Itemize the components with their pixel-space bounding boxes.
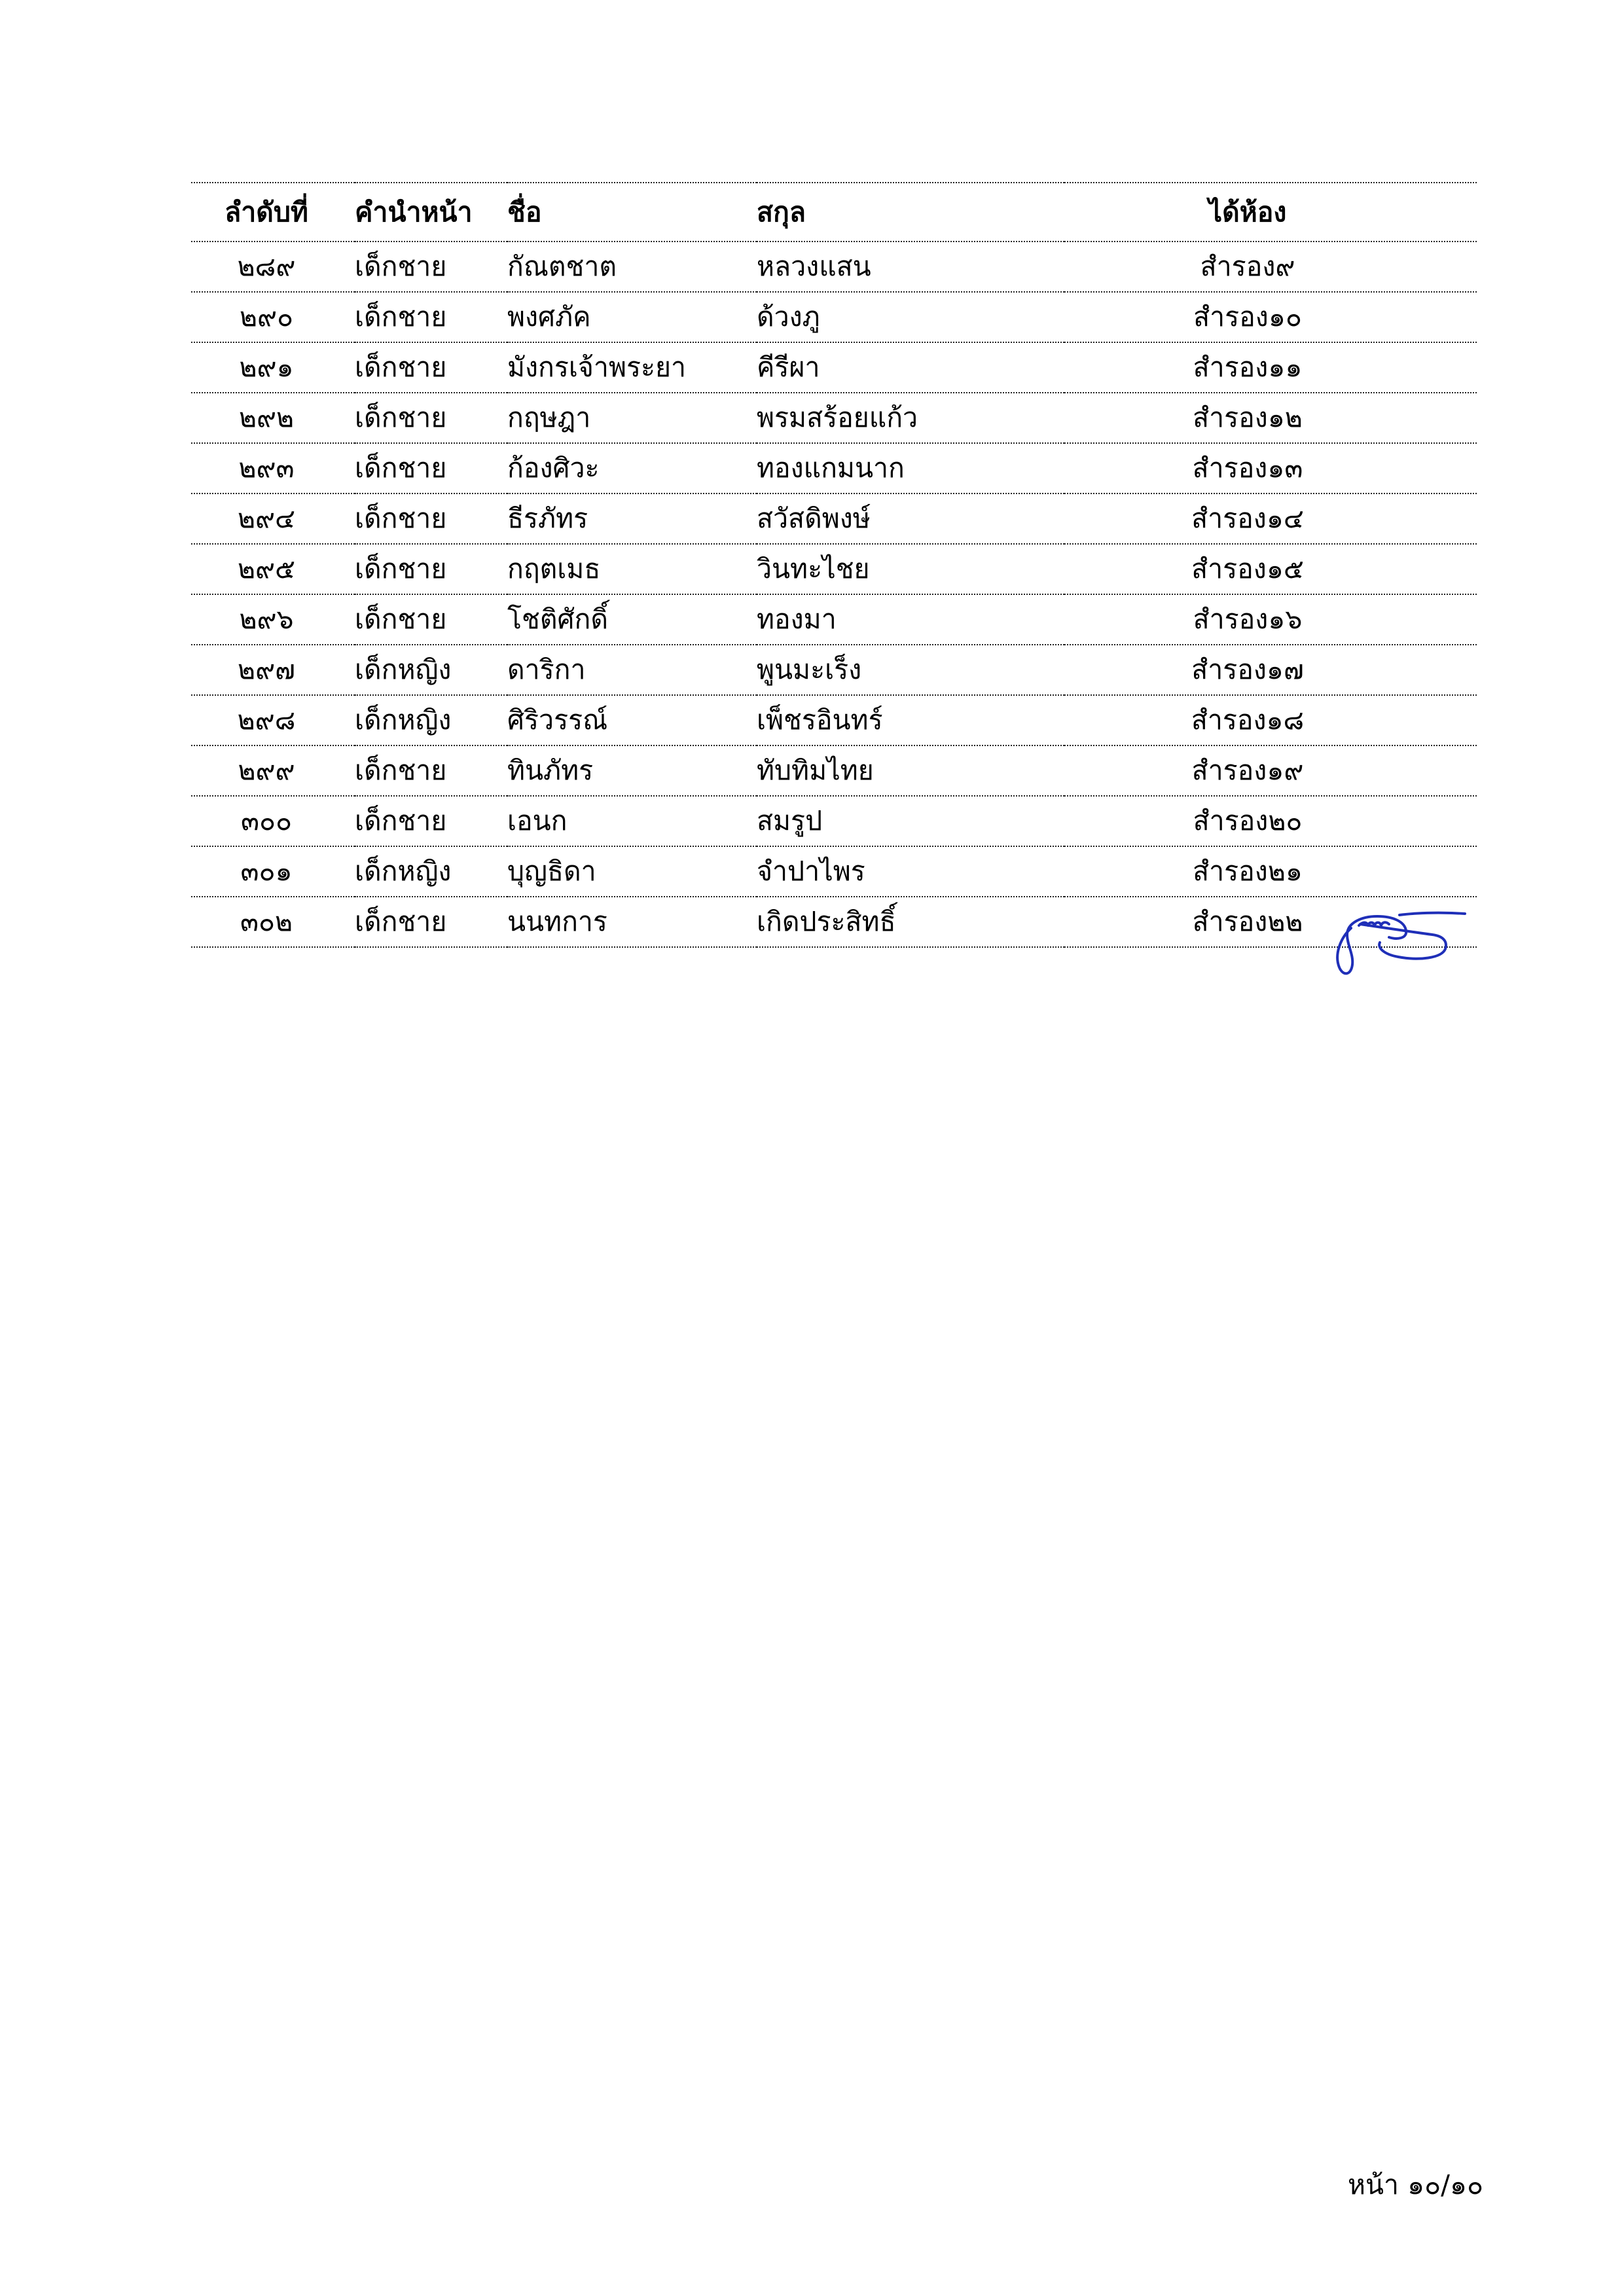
row-room xyxy=(1064,745,1477,796)
row-first-name: กฤษฎา xyxy=(507,393,757,443)
row-last-name: เกิดประสิทธิ์ xyxy=(757,897,1064,947)
row-last-name: พรมสร้อยแก้ว xyxy=(757,393,1064,443)
table-row xyxy=(191,342,1477,393)
row-first-name: กฤตเมธ xyxy=(507,544,757,594)
row-no: ๒๙๓ xyxy=(191,443,355,493)
row-last-name: พูนมะเร็ง xyxy=(757,645,1064,695)
student-list-sheet xyxy=(191,182,1464,948)
table-row xyxy=(191,645,1477,695)
row-room xyxy=(1064,393,1477,443)
row-last-name: หลวงแสน xyxy=(757,242,1064,292)
row-prefix: เด็กหญิง xyxy=(355,645,507,695)
row-prefix: เด็กชาย xyxy=(355,393,507,443)
row-room-label: สำรอง๑๘ xyxy=(1191,704,1305,736)
table-row xyxy=(191,897,1477,947)
row-room-label: สำรอง๑๑ xyxy=(1193,351,1303,383)
row-first-name: ทินภัทร xyxy=(507,745,757,796)
row-first-name: ดาริกา xyxy=(507,645,757,695)
row-prefix: เด็กชาย xyxy=(355,292,507,342)
row-first-name: บุญธิดา xyxy=(507,846,757,897)
row-room xyxy=(1064,342,1477,393)
row-last-name: ทับทิมไทย xyxy=(757,745,1064,796)
student-table xyxy=(191,182,1477,948)
table-row xyxy=(191,544,1477,594)
row-prefix: เด็กชาย xyxy=(355,242,507,292)
header-prefix: คำนำหน้า xyxy=(355,183,507,242)
row-prefix: เด็กชาย xyxy=(355,493,507,544)
row-no: ๒๙๘ xyxy=(191,695,355,745)
row-no: ๒๙๗ xyxy=(191,645,355,695)
table-row xyxy=(191,695,1477,745)
header-no: ลำดับที่ xyxy=(191,183,355,242)
header-first-name: ชื่อ xyxy=(507,183,757,242)
row-no: ๒๙๑ xyxy=(191,342,355,393)
header-room-label: ได้ห้อง xyxy=(1208,196,1287,228)
row-room xyxy=(1064,544,1477,594)
row-room-label: สำรอง๑๗ xyxy=(1191,654,1304,685)
row-first-name: ศิริวรรณ์ xyxy=(507,695,757,745)
table-row xyxy=(191,594,1477,645)
row-prefix: เด็กชาย xyxy=(355,342,507,393)
row-prefix: เด็กชาย xyxy=(355,544,507,594)
row-first-name: พงศภัค xyxy=(507,292,757,342)
row-prefix: เด็กชาย xyxy=(355,897,507,947)
row-first-name: โชติศักดิ์ xyxy=(507,594,757,645)
row-room-label: สำรอง๑๔ xyxy=(1191,503,1304,534)
row-no: ๓๐๐ xyxy=(191,796,355,846)
row-room-label: สำรอง๑๐ xyxy=(1193,301,1302,332)
row-no: ๒๙๙ xyxy=(191,745,355,796)
row-room xyxy=(1064,846,1477,897)
row-prefix: เด็กชาย xyxy=(355,745,507,796)
row-first-name: นนทการ xyxy=(507,897,757,947)
row-prefix: เด็กชาย xyxy=(355,594,507,645)
row-no: ๒๙๐ xyxy=(191,292,355,342)
row-last-name: ทองแกมนาก xyxy=(757,443,1064,493)
row-room-label: สำรอง๑๖ xyxy=(1193,603,1303,635)
row-last-name: ด้วงภู xyxy=(757,292,1064,342)
row-room-label: สำรอง๑๒ xyxy=(1193,402,1303,433)
handwritten-signature xyxy=(1321,902,1466,979)
row-room xyxy=(1064,242,1477,292)
row-room xyxy=(1064,594,1477,645)
row-room-label: สำรอง๒๑ xyxy=(1193,855,1303,887)
header-room xyxy=(1064,183,1477,242)
row-prefix: เด็กหญิง xyxy=(355,695,507,745)
row-prefix: เด็กชาย xyxy=(355,443,507,493)
table-body xyxy=(191,242,1477,947)
row-no: ๓๐๒ xyxy=(191,897,355,947)
row-room xyxy=(1064,695,1477,745)
row-room-label: สำรอง๒๐ xyxy=(1193,805,1303,836)
row-room-label: สำรอง๑๓ xyxy=(1192,452,1303,484)
row-no: ๒๙๕ xyxy=(191,544,355,594)
row-no: ๒๙๒ xyxy=(191,393,355,443)
row-first-name: เอนก xyxy=(507,796,757,846)
row-room-label: สำรอง๒๒ xyxy=(1192,906,1303,937)
row-last-name: สวัสดิพงษ์ xyxy=(757,493,1064,544)
table-row xyxy=(191,242,1477,292)
row-room-label: สำรอง๑๙ xyxy=(1191,755,1304,786)
row-no: ๓๐๑ xyxy=(191,846,355,897)
row-last-name: สมรูป xyxy=(757,796,1064,846)
row-no: ๒๙๔ xyxy=(191,493,355,544)
row-room-label: สำรอง๑๕ xyxy=(1191,553,1304,584)
row-no: ๒๙๖ xyxy=(191,594,355,645)
table-header xyxy=(191,183,1477,242)
table-row xyxy=(191,292,1477,342)
table-row xyxy=(191,796,1477,846)
row-room xyxy=(1064,443,1477,493)
header-last-name: สกุล xyxy=(757,183,1064,242)
row-first-name: กัณตชาต xyxy=(507,242,757,292)
page-number: หน้า ๑๐/๑๐ xyxy=(1347,2169,1483,2200)
row-last-name: เพ็ชรอินทร์ xyxy=(757,695,1064,745)
row-no: ๒๘๙ xyxy=(191,242,355,292)
row-first-name: มังกรเจ้าพระยา xyxy=(507,342,757,393)
row-room xyxy=(1064,645,1477,695)
table-row xyxy=(191,846,1477,897)
row-last-name: วินทะไชย xyxy=(757,544,1064,594)
row-room xyxy=(1064,493,1477,544)
row-last-name: ทองมา xyxy=(757,594,1064,645)
row-prefix: เด็กหญิง xyxy=(355,846,507,897)
row-room xyxy=(1064,292,1477,342)
row-room xyxy=(1064,796,1477,846)
row-first-name: ก้องศิวะ xyxy=(507,443,757,493)
header-row xyxy=(191,183,1477,242)
row-last-name: คีรีผา xyxy=(757,342,1064,393)
row-prefix: เด็กชาย xyxy=(355,796,507,846)
table-row xyxy=(191,393,1477,443)
row-room-label: สำรอง๙ xyxy=(1200,251,1295,282)
row-last-name: จำปาไพร xyxy=(757,846,1064,897)
table-row xyxy=(191,493,1477,544)
row-first-name: ธีรภัทร xyxy=(507,493,757,544)
table-row xyxy=(191,443,1477,493)
table-row xyxy=(191,745,1477,796)
